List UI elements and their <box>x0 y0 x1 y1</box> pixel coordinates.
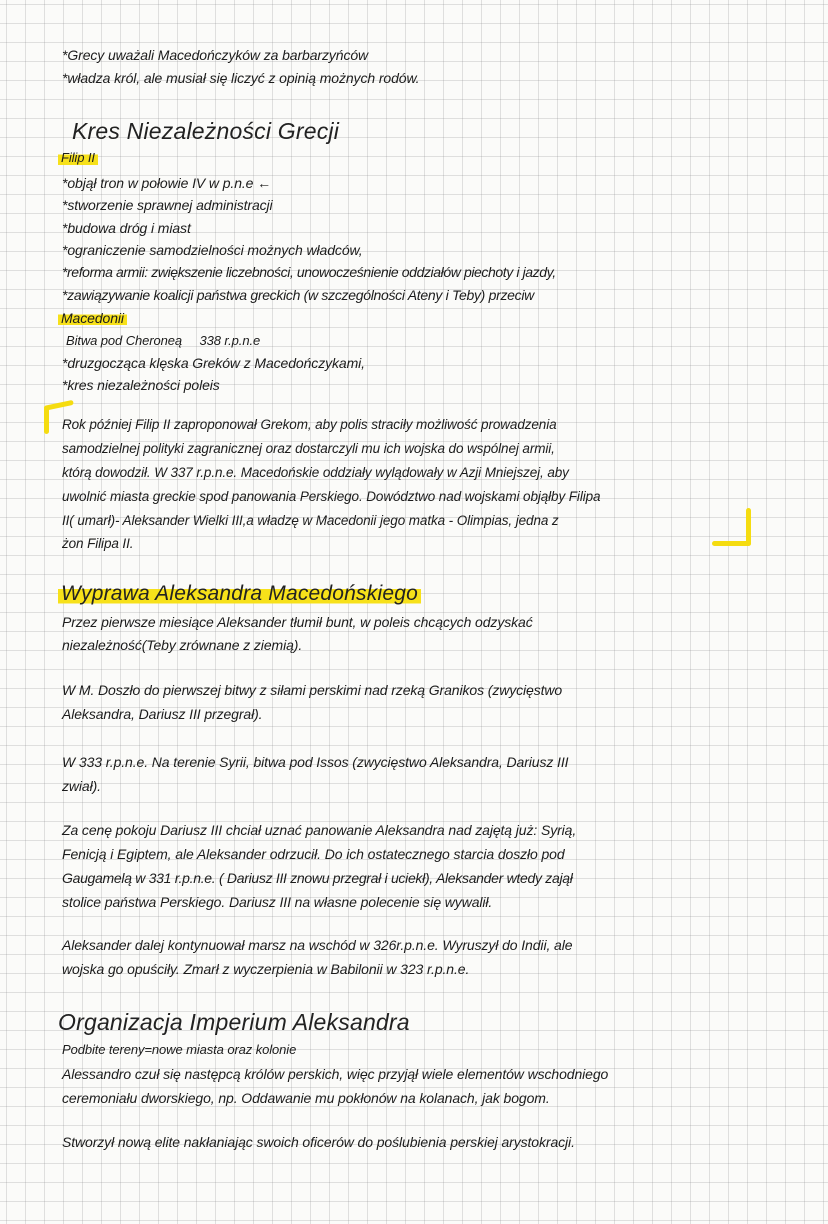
paragraph-line: W 333 r.p.n.e. Na terenie Syrii, bitwa pod Issos (zwycięstwo Aleksandra, Dariusz III <box>62 754 569 770</box>
paragraph-line: Aleksander dalej kontynuował marsz na wschód w 326r.p.n.e. Wyruszył do Indii, ale <box>62 937 573 953</box>
section-title: Kres Niezależności Grecji <box>72 118 340 144</box>
paragraph-line: niezależność(Teby zrównane z ziemią). <box>62 637 303 653</box>
bullet: *stworzenie sprawnej administracji <box>62 197 273 213</box>
paragraph-line: W M. Doszło do pierwszej bitwy z siłami perskimi nad rzeką Granikos (zwycięstwo <box>62 682 563 698</box>
paragraph-line: uwolnić miasta greckie spod panowania Perskiego. Dowództwo nad wojskami objąłby Filipa <box>62 489 601 504</box>
bullet: *objął tron w połowie IV w p.n.e ← <box>62 175 272 191</box>
section-title: Organizacja Imperium Aleksandra <box>58 1009 410 1035</box>
paragraph-line: Stworzył nową elite nakłaniając swoich oficerów do poślubienia perskiej arystokracji. <box>62 1134 575 1150</box>
intro-line: *Grecy uważali Macedończyków za barbarzyńców <box>62 47 369 63</box>
paragraph-line: żon Filipa II. <box>62 536 134 551</box>
paragraph-line: zwiał). <box>62 778 101 794</box>
paragraph-line: Podbite tereny=nowe miasta oraz kolonie <box>62 1042 297 1057</box>
paragraph-line: Gaugamelą w 331 r.p.n.e. ( Dariusz III znowu przegrał i uciekł), Aleksander wtedy zajął <box>62 870 573 886</box>
subtitle-highlighted: Filip II <box>58 149 98 167</box>
bullet: *ograniczenie samodzielności możnych władców, <box>62 242 363 258</box>
section-title-highlighted: Wyprawa Aleksandra Macedońskiego <box>58 582 421 606</box>
paragraph-line: Alessandro czuł się następcą królów perskich, więc przyjął wiele elementów wschodniego <box>62 1066 609 1082</box>
highlight-bracket-left <box>43 400 73 411</box>
bullet: *druzgocząca klęska Greków z Macedończykami, <box>62 355 365 371</box>
paragraph-line: Fenicją i Egiptem, ale Aleksander odrzucił. Do ich ostatecznego starcia doszło pod <box>62 846 565 862</box>
paragraph-line: samodzielnej polityki zagranicznej oraz dostarczyli mu ich wojska do wspólnej armii, <box>62 441 555 456</box>
paragraph-line: stolice państwa Perskiego. Dariusz III na własne polecenie się wywalił. <box>62 894 493 910</box>
battle-name: Bitwa pod Cheroneą <box>66 333 182 348</box>
paragraph-line: Aleksandra, Dariusz III przegrał). <box>62 706 263 722</box>
paragraph-line: Rok później Filip II zaproponował Grekom, aby polis straciły możliwość prowadzenia <box>62 417 557 432</box>
intro-line: *władza król, ale musiał się liczyć z opinią możnych rodów. <box>62 70 420 86</box>
paragraph-line: ceremoniału dworskiego, np. Oddawanie mu pokłonów na kolanach, jak bogom. <box>62 1090 550 1106</box>
battle-year: 338 r.p.n.e <box>199 333 261 348</box>
paragraph-line: którą dowodził. W 337 r.p.n.e. Macedońskie oddziały wylądowały w Azji Mniejszej, aby <box>62 465 569 480</box>
bullet: *zawiązywanie koalicji państwa greckich (w szczególności Ateny i Teby) przeciw <box>62 287 534 303</box>
bullet: *budowa dróg i miast <box>62 220 191 236</box>
macedonii-highlighted: Macedonii <box>58 309 127 327</box>
paragraph-line: Przez pierwsze miesiące Aleksander tłumił bunt, w poleis chcących odzyskać <box>62 614 533 630</box>
bullet: *kres niezależności poleis <box>62 377 220 393</box>
battle-line <box>66 332 260 350</box>
bullet: *reforma armii: zwiększenie liczebności, unowocześnienie oddziałów piechoty i jazdy, <box>62 264 556 280</box>
paragraph-line: II( umarł)- Aleksander Wielki III,a władzę w Macedonii jego matka - Olimpias, jedna z <box>62 513 559 528</box>
paragraph-line: wojska go opuściły. Zmarł z wyczerpienia w Babilonii w 323 r.p.n.e. <box>62 961 470 977</box>
paragraph-line: Za cenę pokoju Dariusz III chciał uznać panowanie Aleksandra nad zajętą już: Syrią, <box>62 822 577 838</box>
highlight-bracket-right <box>712 541 751 546</box>
